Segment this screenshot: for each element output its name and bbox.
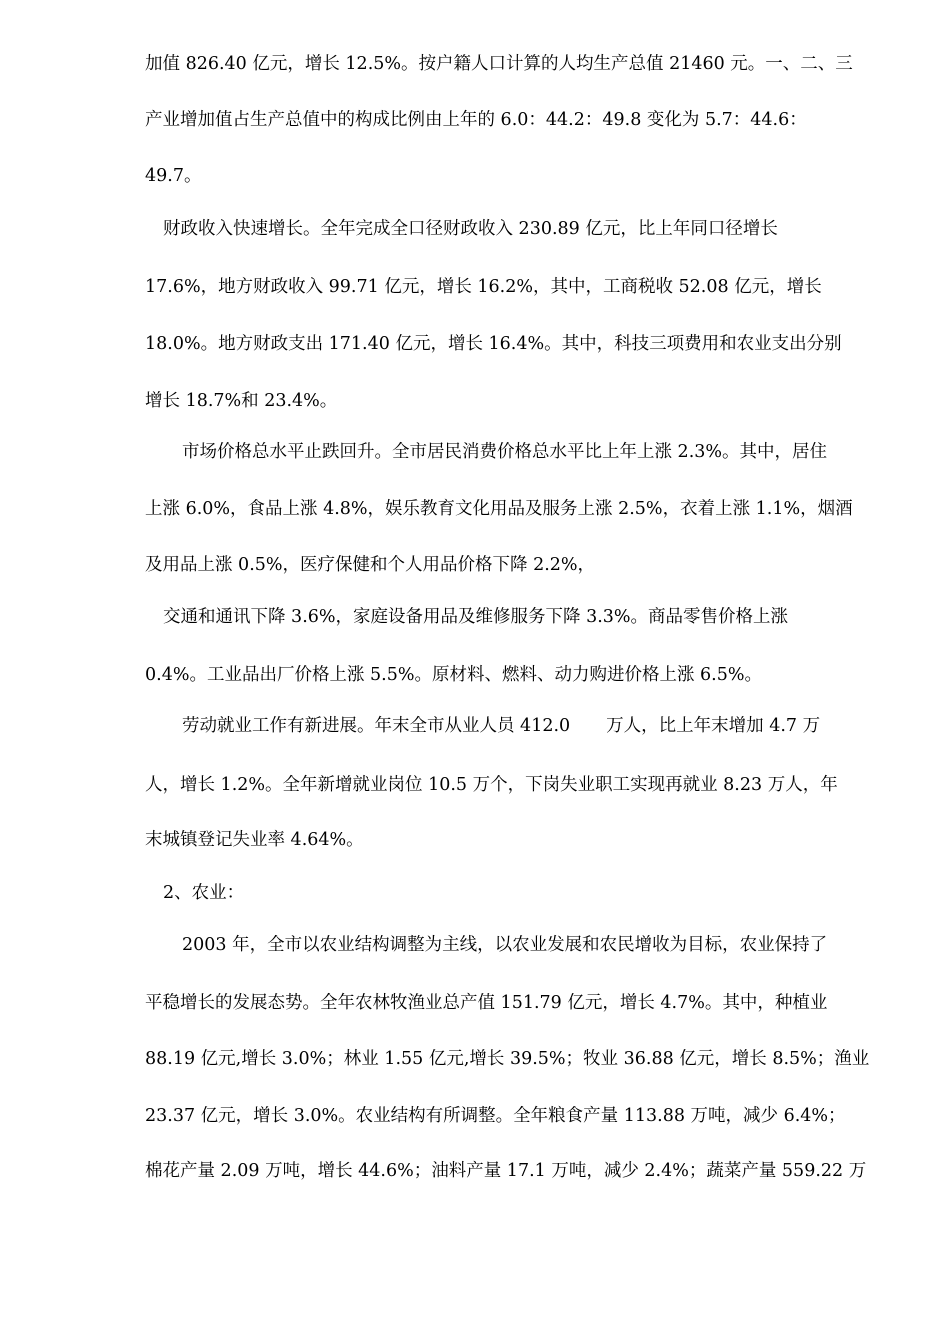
text-line: 49.7。 <box>145 166 202 186</box>
text-line: 棉花产量 2.09 万吨，增长 44.6%；油料产量 17.1 万吨，减少 2.4%；蔬菜产量 559.22 万 <box>145 1161 867 1181</box>
text-line: 平稳增长的发展态势。全年农林牧渔业总产值 151.79 亿元，增长 4.7%。其中，种植业 <box>145 993 828 1013</box>
text-line: 人，增长 1.2%。全年新增就业岗位 10.5 万个，下岗失业职工实现再就业 8.23 万人，年 <box>145 775 838 795</box>
text-line: 产业增加值占生产总值中的构成比例由上年的 6.0：44.2：49.8 变化为 5.7：44.6： <box>145 110 807 130</box>
text-line: 23.37 亿元，增长 3.0%。农业结构有所调整。全年粮食产量 113.88 万吨，减少 6.4%； <box>145 1106 846 1126</box>
text-line: 88.19 亿元,增长 3.0%；林业 1.55 亿元,增长 39.5%；牧业 36.88 亿元，增长 8.5%；渔业 <box>145 1049 870 1069</box>
text-line: 18.0%。地方财政支出 171.40 亿元，增长 16.4%。其中，科技三项费用和农业支出分别 <box>145 334 842 354</box>
text-line: 上涨 6.0%，食品上涨 4.8%，娱乐教育文化用品及服务上涨 2.5%，衣着上涨 1.1%，烟酒 <box>145 499 853 519</box>
text-line: 交通和通讯下降 3.6%，家庭设备用品及维修服务下降 3.3%。商品零售价格上涨 <box>163 607 789 627</box>
text-line: 末城镇登记失业率 4.64%。 <box>145 830 364 850</box>
paragraph-start-line: 市场价格总水平止跌回升。全市居民消费价格总水平比上年上涨 2.3%。其中，居住 <box>182 442 828 462</box>
section-heading: 2、农业： <box>163 883 245 903</box>
text-segment: 万人，比上年末增加 4.7 万 <box>606 716 821 736</box>
paragraph-start-line: 2003 年，全市以农业结构调整为主线，以农业发展和农民增收为目标，农业保持了 <box>182 935 828 955</box>
text-line: 加值 826.40 亿元，增长 12.5%。按户籍人口计算的人均生产总值 21460 元。一、二、三 <box>145 54 853 74</box>
text-line: 增长 18.7%和 23.4%。 <box>145 391 338 411</box>
text-segment: 劳动就业工作有新进展。年末全市从业人员 412.0 <box>182 716 571 736</box>
text-line: 0.4%。工业品出厂价格上涨 5.5%。原材料、燃料、动力购进价格上涨 6.5%。 <box>145 665 763 685</box>
text-line: 及用品上涨 0.5%，医疗保健和个人用品价格下降 2.2%， <box>145 555 596 575</box>
paragraph-start-line: 财政收入快速增长。全年完成全口径财政收入 230.89 亿元，比上年同口径增长 <box>163 219 778 239</box>
text-line: 17.6%，地方财政收入 99.71 亿元，增长 16.2%，其中，工商税收 52.08 亿元，增长 <box>145 277 822 297</box>
paragraph-start-line <box>182 713 820 739</box>
